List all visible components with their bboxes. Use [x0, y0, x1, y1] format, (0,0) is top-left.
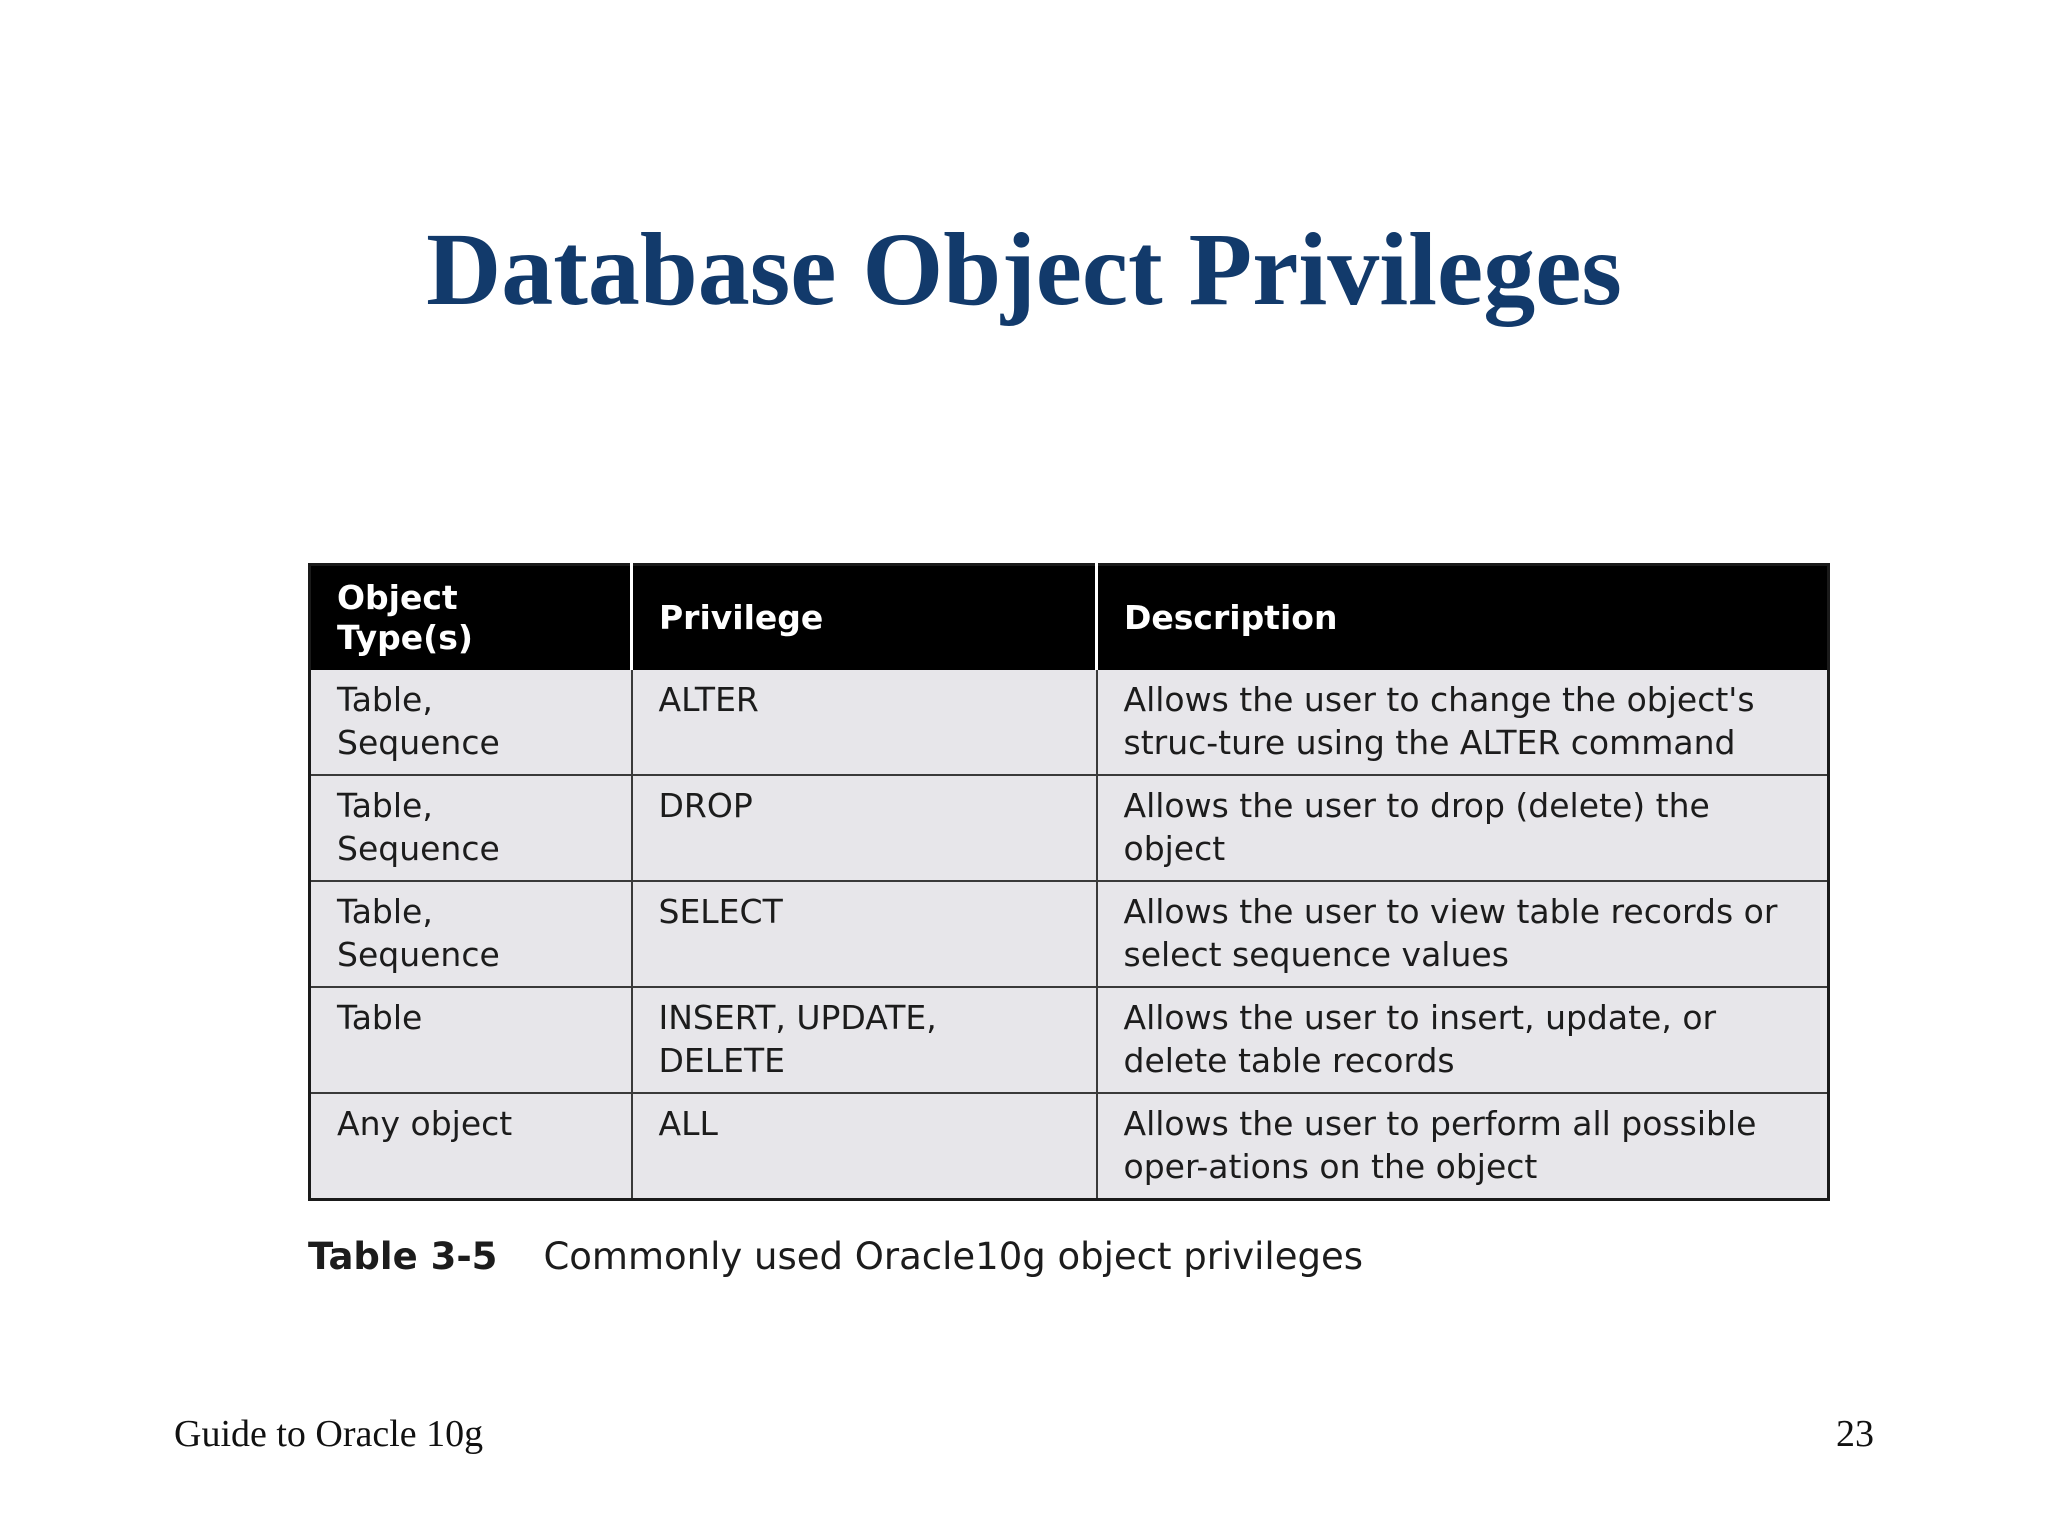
table-row [310, 1093, 1829, 1200]
footer-title: Guide to Oracle 10g [174, 1413, 484, 1455]
slide-title: Database Object Privileges [426, 212, 1622, 327]
cell-description: Allows the user to change the object's struc-ture using the ALTER command [1097, 670, 1829, 775]
table-caption [308, 1235, 1827, 1278]
column-header-description: Description [1097, 565, 1829, 671]
cell-description: Allows the user to drop (delete) the object [1097, 775, 1829, 881]
column-header-privilege: Privilege [632, 565, 1097, 671]
cell-object-type: Table [310, 987, 632, 1093]
table-row [310, 881, 1829, 987]
cell-object-type: Any object [310, 1093, 632, 1200]
table-row [310, 775, 1829, 881]
table-header-row [310, 565, 1829, 671]
cell-object-type: Table, Sequence [310, 670, 632, 775]
page-number: 23 [1836, 1413, 1874, 1455]
column-header-object-types: Object Type(s) [310, 565, 632, 671]
table-caption-text: Commonly used Oracle10g object privileges [543, 1235, 1363, 1278]
cell-privilege: ALL [632, 1093, 1097, 1200]
cell-object-type: Table, Sequence [310, 881, 632, 987]
cell-description: Allows the user to view table records or select sequence values [1097, 881, 1829, 987]
cell-privilege: DROP [632, 775, 1097, 881]
cell-privilege: ALTER [632, 670, 1097, 775]
table-figure [308, 563, 1827, 1278]
table-row [310, 670, 1829, 775]
cell-description: Allows the user to insert, update, or delete table records [1097, 987, 1829, 1093]
privileges-table [308, 563, 1830, 1201]
table-caption-label: Table 3-5 [308, 1235, 498, 1278]
cell-description: Allows the user to perform all possible oper-ations on the object [1097, 1093, 1829, 1200]
cell-object-type: Table, Sequence [310, 775, 632, 881]
cell-privilege: SELECT [632, 881, 1097, 987]
cell-privilege: INSERT, UPDATE, DELETE [632, 987, 1097, 1093]
table-row [310, 987, 1829, 1093]
